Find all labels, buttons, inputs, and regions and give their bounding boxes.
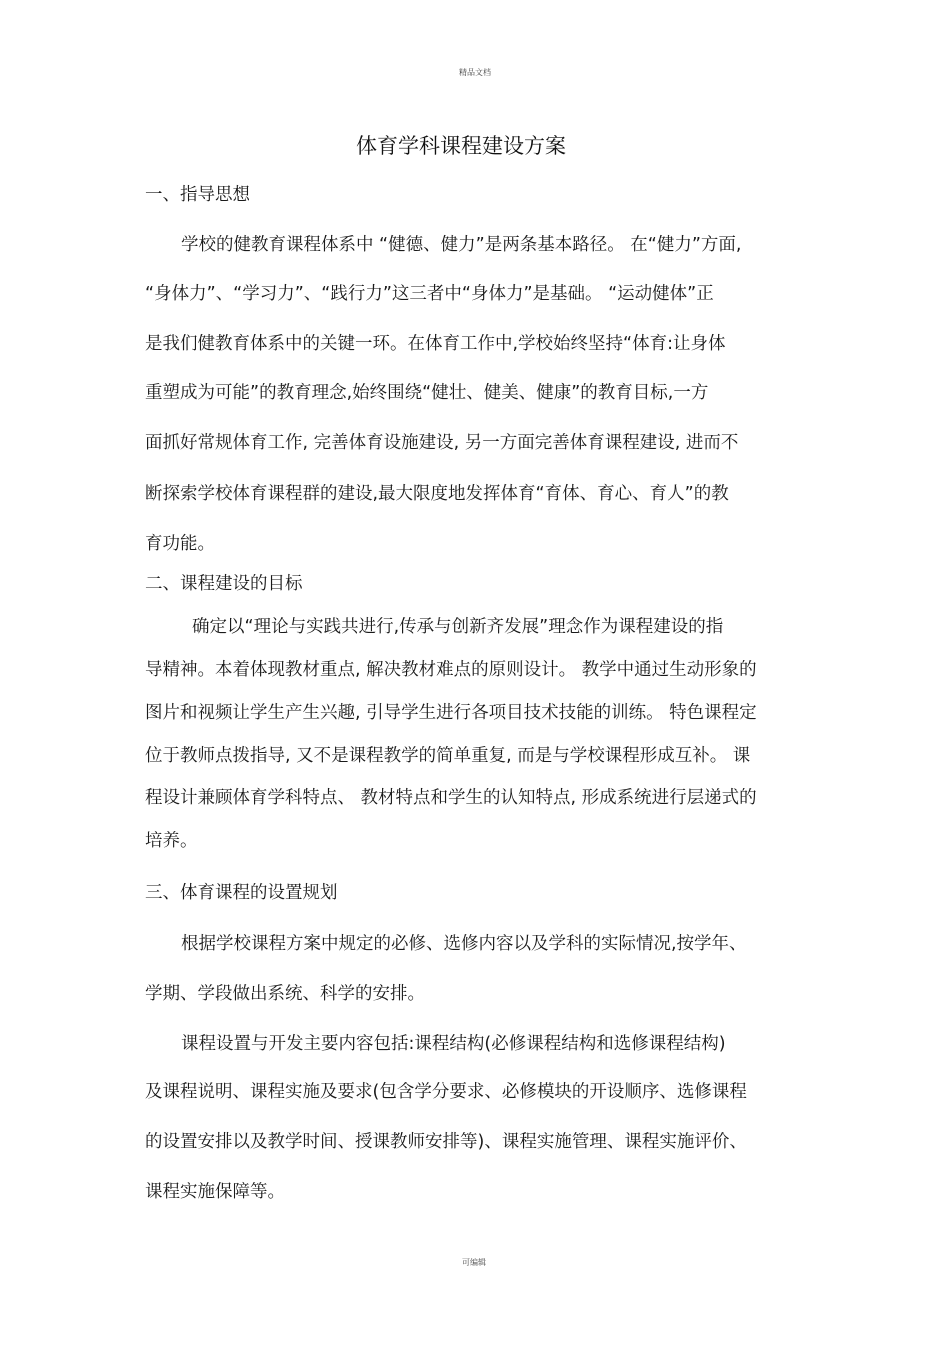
paragraph-line: 的设置安排以及教学时间、授课教师安排等)、课程实施管理、课程实施评价、: [145, 1132, 747, 1152]
paragraph-line: 重塑成为可能”的教育理念,始终围绕“健壮、健美、健康”的教育目标,一方: [145, 383, 709, 403]
document-title: 体育学科课程建设方案: [356, 134, 566, 158]
section-heading-2: 二、课程建设的目标: [145, 574, 303, 594]
paragraph-line: 育功能。: [145, 534, 215, 554]
section-heading-1: 一、指导思想: [145, 185, 250, 205]
paragraph-line: 学校的健教育课程体系中 “健德、健力”是两条基本路径。 在“健力”方面,: [181, 235, 742, 255]
paragraph-line: 培养。: [145, 831, 198, 851]
paragraph-line: 确定以“理论与实践共进行,传承与创新齐发展”理念作为课程建设的指: [192, 617, 724, 637]
paragraph-line: 学期、学段做出系统、科学的安排。: [145, 984, 425, 1004]
page-header: 精品文档: [459, 68, 491, 77]
paragraph-line: 断探索学校体育课程群的建设,最大限度地发挥体育“育体、育心、育人”的教: [145, 484, 729, 504]
paragraph-line: 面抓好常规体育工作, 完善体育设施建设, 另一方面完善体育课程建设, 进而不: [145, 433, 739, 453]
paragraph-line: 是我们健教育体系中的关键一环。在体育工作中,学校始终坚持“体育:让身体: [145, 334, 726, 354]
paragraph-line: 程设计兼顾体育学科特点、 教材特点和学生的认知特点, 形成系统进行层递式的: [145, 788, 757, 808]
paragraph-line: 根据学校课程方案中规定的必修、选修内容以及学科的实际情况,按学年、: [181, 934, 747, 954]
paragraph-line: 课程实施保障等。: [145, 1182, 285, 1202]
paragraph-line: “身体力”、“学习力”、“践行力”这三者中“身体力”是基础。 “运动健体”正: [145, 284, 714, 304]
paragraph-line: 及课程说明、课程实施及要求(包含学分要求、必修模块的开设顺序、选修课程: [145, 1082, 747, 1102]
section-heading-3: 三、体育课程的设置规划: [145, 883, 338, 903]
paragraph-line: 位于教师点拨指导, 又不是课程教学的简单重复, 而是与学校课程形成互补。 课: [145, 746, 751, 766]
paragraph-line: 课程设置与开发主要内容包括:课程结构(必修课程结构和选修课程结构): [181, 1034, 726, 1054]
page-footer: 可编辑: [462, 1258, 486, 1267]
paragraph-line: 图片和视频让学生产生兴趣, 引导学生进行各项目技术技能的训练。 特色课程定: [145, 703, 757, 723]
paragraph-line: 导精神。本着体现教材重点, 解决教材难点的原则设计。 教学中通过生动形象的: [145, 660, 757, 680]
